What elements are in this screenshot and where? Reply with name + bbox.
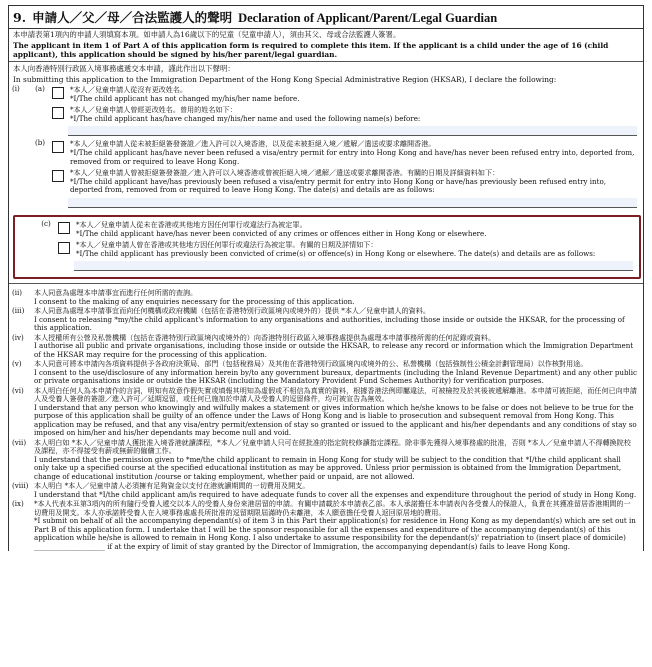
option-name-changed: [52, 106, 637, 123]
item-number: (viii): [12, 481, 29, 491]
divider: [9, 61, 643, 62]
option-zh: *本人／兒童申請人曾經更改姓名。曾用的姓名如下：: [70, 105, 237, 115]
item-number: (vi): [12, 385, 24, 395]
checkbox-name-changed[interactable]: [52, 107, 64, 119]
item-zh: 本人同意為處理本申請事宜而向任何機構或政府機關（包括在香港特別行政區境內或境外的）提供 *本人／兒童申請人的資料。: [34, 306, 430, 316]
item-zh: 本人明白 *本人／兒童申請人必須擁有足夠資金以支付在港就讀期間的一切費用及開支。: [34, 481, 310, 491]
item-zh: *本人代表本표第3項內的所有隨行受養人遞交以本人的受養人身份來港居留的申請。有關申請載於本申請表乙部。本人承諾擔任本申請表內各受養人的保證人，負責在其獲准留居香港期間的一切費用及開支。本人亦承諾將受養人在入境事務處處長所批准的逗留期限屆滿時仍未離港，本人願意擔任受養人返回原居地的費用。: [34, 499, 631, 517]
item-zh: 本人明白如 *本人／兒童申請人獲批准入境香港就讀課程，*本人／兒童申請人只可在經批准的指定院校修讀指定課程。除非事先獲得入境事務處的批准，否則 *本人／兒童申請人不得轉換院校及課程，亦不得接受有薪或無薪的僱傭工作。: [34, 437, 631, 456]
item-zh: 本人明白任何人為本申請作的言詞，明知有故意作假失實或填報其明知為虛假或不相信為真實的資料，根據香港法例即屬違法，可被檢控及於其後被遞解離港。本申請可被拒絕，而任何已向申請人及受養人簽發的簽證／進入許可／延期逗留，或任何已施加於申請人及受養人的逗留條件，均可被宣告為無效。: [34, 385, 637, 404]
declaration-section: [8, 5, 644, 551]
option-zh: *本人／兒童申請人曾在香港或其他地方因任何罪行或違法行為被定罪。有關的日期及詳情如下：: [76, 240, 378, 250]
clause-letter: (b): [34, 138, 46, 148]
item-number: (vii): [12, 437, 27, 447]
item-number: (iv): [12, 332, 24, 342]
item-en: *I submit on behalf of all the accompanying dependant(s) of item 3 in this Part their application(s) for residence in Hong Kong as my dependant(s) which are set out in Part B of this application form. I undertake that I will be the sponsor responsible for all the expenses and expenditure of the accompanying dependant(s) of this application while he/she is allowed to remain in Hong Kong. I also undertake to assume responsibility for the dependant(s)' repatriation to (insert place of domicile) ____________________ if at the expiry of limit of stay granted by the Director of Immigration, the accompanying dependant(s) fails to leave Hong Kong.: [34, 516, 636, 551]
intro-en: The applicant in item 1 of Part A of this application form is required to complete this item. If the applicant is a child under the age of 16 (child applicant), this application should be signed by his/her parent/legal guardian.: [13, 41, 609, 59]
option-previously-refused: [52, 169, 637, 195]
option-never-refused: [52, 140, 637, 166]
intro-zh: 本申請表第1項內的申請人須填寫本項。如申請人為16歲以下的兒童（兒童申請人），須由其父、母或合法監護人簽署。: [13, 30, 401, 39]
option-en: *I/The child applicant has/have changed my/his/her name and used the following name(s) before:: [70, 113, 421, 123]
conviction-details-field[interactable]: [74, 261, 633, 271]
item-number: (ii): [12, 288, 23, 298]
option-never-convicted: [58, 221, 633, 238]
section-number: 9.: [13, 10, 27, 25]
checkbox-never-refused[interactable]: [52, 141, 64, 153]
option-zh: *本人／兒童申請人從沒有更改姓名。: [70, 85, 188, 94]
submit-statement-zh: 本人向香港特別行政區入境事務處遞交本申請，謹此作出以下聲明：: [13, 64, 235, 73]
item-en: I consent to releasing *my/the child applicant's information to any organisations and authorities, including those inside or outside the HKSAR, for the processing of this application.: [34, 314, 625, 333]
refusal-details-field[interactable]: [68, 198, 637, 208]
option-en: *I/The child applicant have/has previously been refused a visa/entry permit for entry into Hong Kong or have/has previously been refused entry into, deported from, removed from or required to leave Hong Kong. The date(s) and details are as follows:: [70, 176, 606, 195]
option-en: *I/The child applicant has/have never been refused a visa/entry permit for entry into Hong Kong and have/has never been refused entry into, deported from, removed from or required to leave Hong Kong.: [70, 147, 635, 166]
declaration-item: [9, 500, 643, 551]
declaration-item: [9, 307, 643, 333]
option-en: *I/The child applicant has not changed my/his/her name before.: [70, 93, 300, 103]
section-title-en: Declaration of Applicant/Parent/Legal Guardian: [238, 11, 498, 25]
option-zh: *本人／兒童申請人從未被拒絕簽發簽證／進入許可以入境香港，以及從未被拒絕入境／遞解／遣送或要求離開香港。: [70, 139, 436, 149]
clause-number: (i): [12, 84, 20, 93]
item-number: (ix): [12, 499, 24, 509]
option-zh: *本人／兒童申請人曾被拒絕簽發簽證／進入許可以入境香港或曾被拒絕入境／遞解／遣送或要求離開香港。有關的日期及詳細資料如下：: [70, 168, 500, 178]
item-zh: 本人同意為處理本申請事宜而進行任何所需的查詢。: [34, 288, 198, 298]
item-en: I consent to the use/disclosure of any information herein by/to any government bureaux, departments (including the Inland Revenue Department) and any other public or private organisations inside or outside the HKSAR (including the Mandatory Provident Fund Schemes Authority) for verification purposes.: [34, 367, 637, 386]
clause-i-a: [9, 85, 643, 139]
item-en: I understand that *I/the child applicant am/is required to have adequate funds to cover all the expenses and expenditure throughout the period of study in Hong Kong.: [34, 489, 637, 499]
option-zh: *本人／兒童申請人從未在香港或其他地方因任何罪行或違法行為被定罪。: [76, 219, 307, 229]
declaration-item: [9, 387, 643, 438]
item-en: I consent to the making of any enquiries necessary for the processing of this application.: [34, 296, 355, 306]
clause-letter: (c): [41, 218, 51, 228]
item-en: I understand that any person who knowingly and wilfully makes a statement or gives information which he/she knows to be false or does not believe to be true for the purpose of this application shall be guilty of an offence under the Laws of Hong Kong and is liable to prosecution and subsequent removal from Hong Kong. This application may be refused, and that any visa/entry permit/extension of stay so granted or issued to the applicant and his/her dependants and any conditions of stay so imposed on him/her and his/her dependants may become null and void.: [34, 402, 637, 438]
highlighted-conviction-clause: [13, 215, 641, 279]
checkbox-previously-convicted[interactable]: [58, 242, 70, 254]
section-title-zh: 申請人／父／母／合法監護人的聲明: [32, 10, 233, 25]
declaration-item: [9, 360, 643, 386]
clause-i-c: [15, 220, 639, 274]
section-header: [9, 5, 643, 29]
item-en: I authorise all public and private organisations, including those inside or outside the HKSAR, to release any record or information which the Immigration Department of the HKSAR may require for the processing of this application.: [34, 341, 634, 359]
item-number: (v): [12, 359, 22, 369]
option-name-not-changed: [52, 86, 637, 103]
declaration-items: [9, 285, 643, 551]
declaration-item: [9, 482, 643, 499]
clause-i-b: [9, 139, 643, 211]
option-en: *I/The child applicant have/has never been convicted of any crimes or offences either in Hong Kong or elsewhere.: [76, 228, 487, 238]
item-zh: 本人同意可將本申請內各項資料提供予各政府決策局、部門（包括稅務局）及其他在香港特別行政區境內或境外的公、私營機構（包括強制性公積金計劃管理局）以作核對用途。: [34, 359, 588, 369]
divider: [9, 283, 643, 284]
checkbox-never-convicted[interactable]: [58, 222, 70, 234]
declaration-item: [9, 289, 643, 306]
option-en: *I/The child applicant has previously been convicted of crime(s) or offence(s) in Hong Kong or elsewhere. The date(s) and details are as follows:: [76, 248, 596, 258]
clause-letter: (a): [35, 84, 45, 93]
checkbox-previously-refused[interactable]: [52, 170, 64, 182]
item-en: I understand that the permission given to *me/the child applicant to remain in Hong Kong for study will be subject to the condition that *I/the child applicant shall only take up a specified course at the specified educational institution as may be approved. Unless prior permission is obtained from the Immigration Department, change of educational institution /course or taking employment, whether paid or unpaid, are not allowed.: [34, 454, 622, 481]
submit-statement-en: In submitting this application to the Immigration Department of the Hong Kong Special Administrative Region (HKSAR), I declare the following:: [13, 75, 557, 84]
option-previously-convicted: [58, 241, 633, 258]
previous-names-field[interactable]: [68, 126, 637, 136]
item-number: (iii): [12, 306, 25, 316]
checkbox-name-not-changed[interactable]: [52, 87, 64, 99]
item-zh: 本人授權所有公營及私營機構（包括在香港特別行政區境內或境外的）向香港特別行政區入境事務處提供為處理本申請事務所需的任何記錄或資料。: [34, 332, 496, 342]
declaration-item: [9, 334, 643, 360]
declaration-item: [9, 439, 643, 482]
